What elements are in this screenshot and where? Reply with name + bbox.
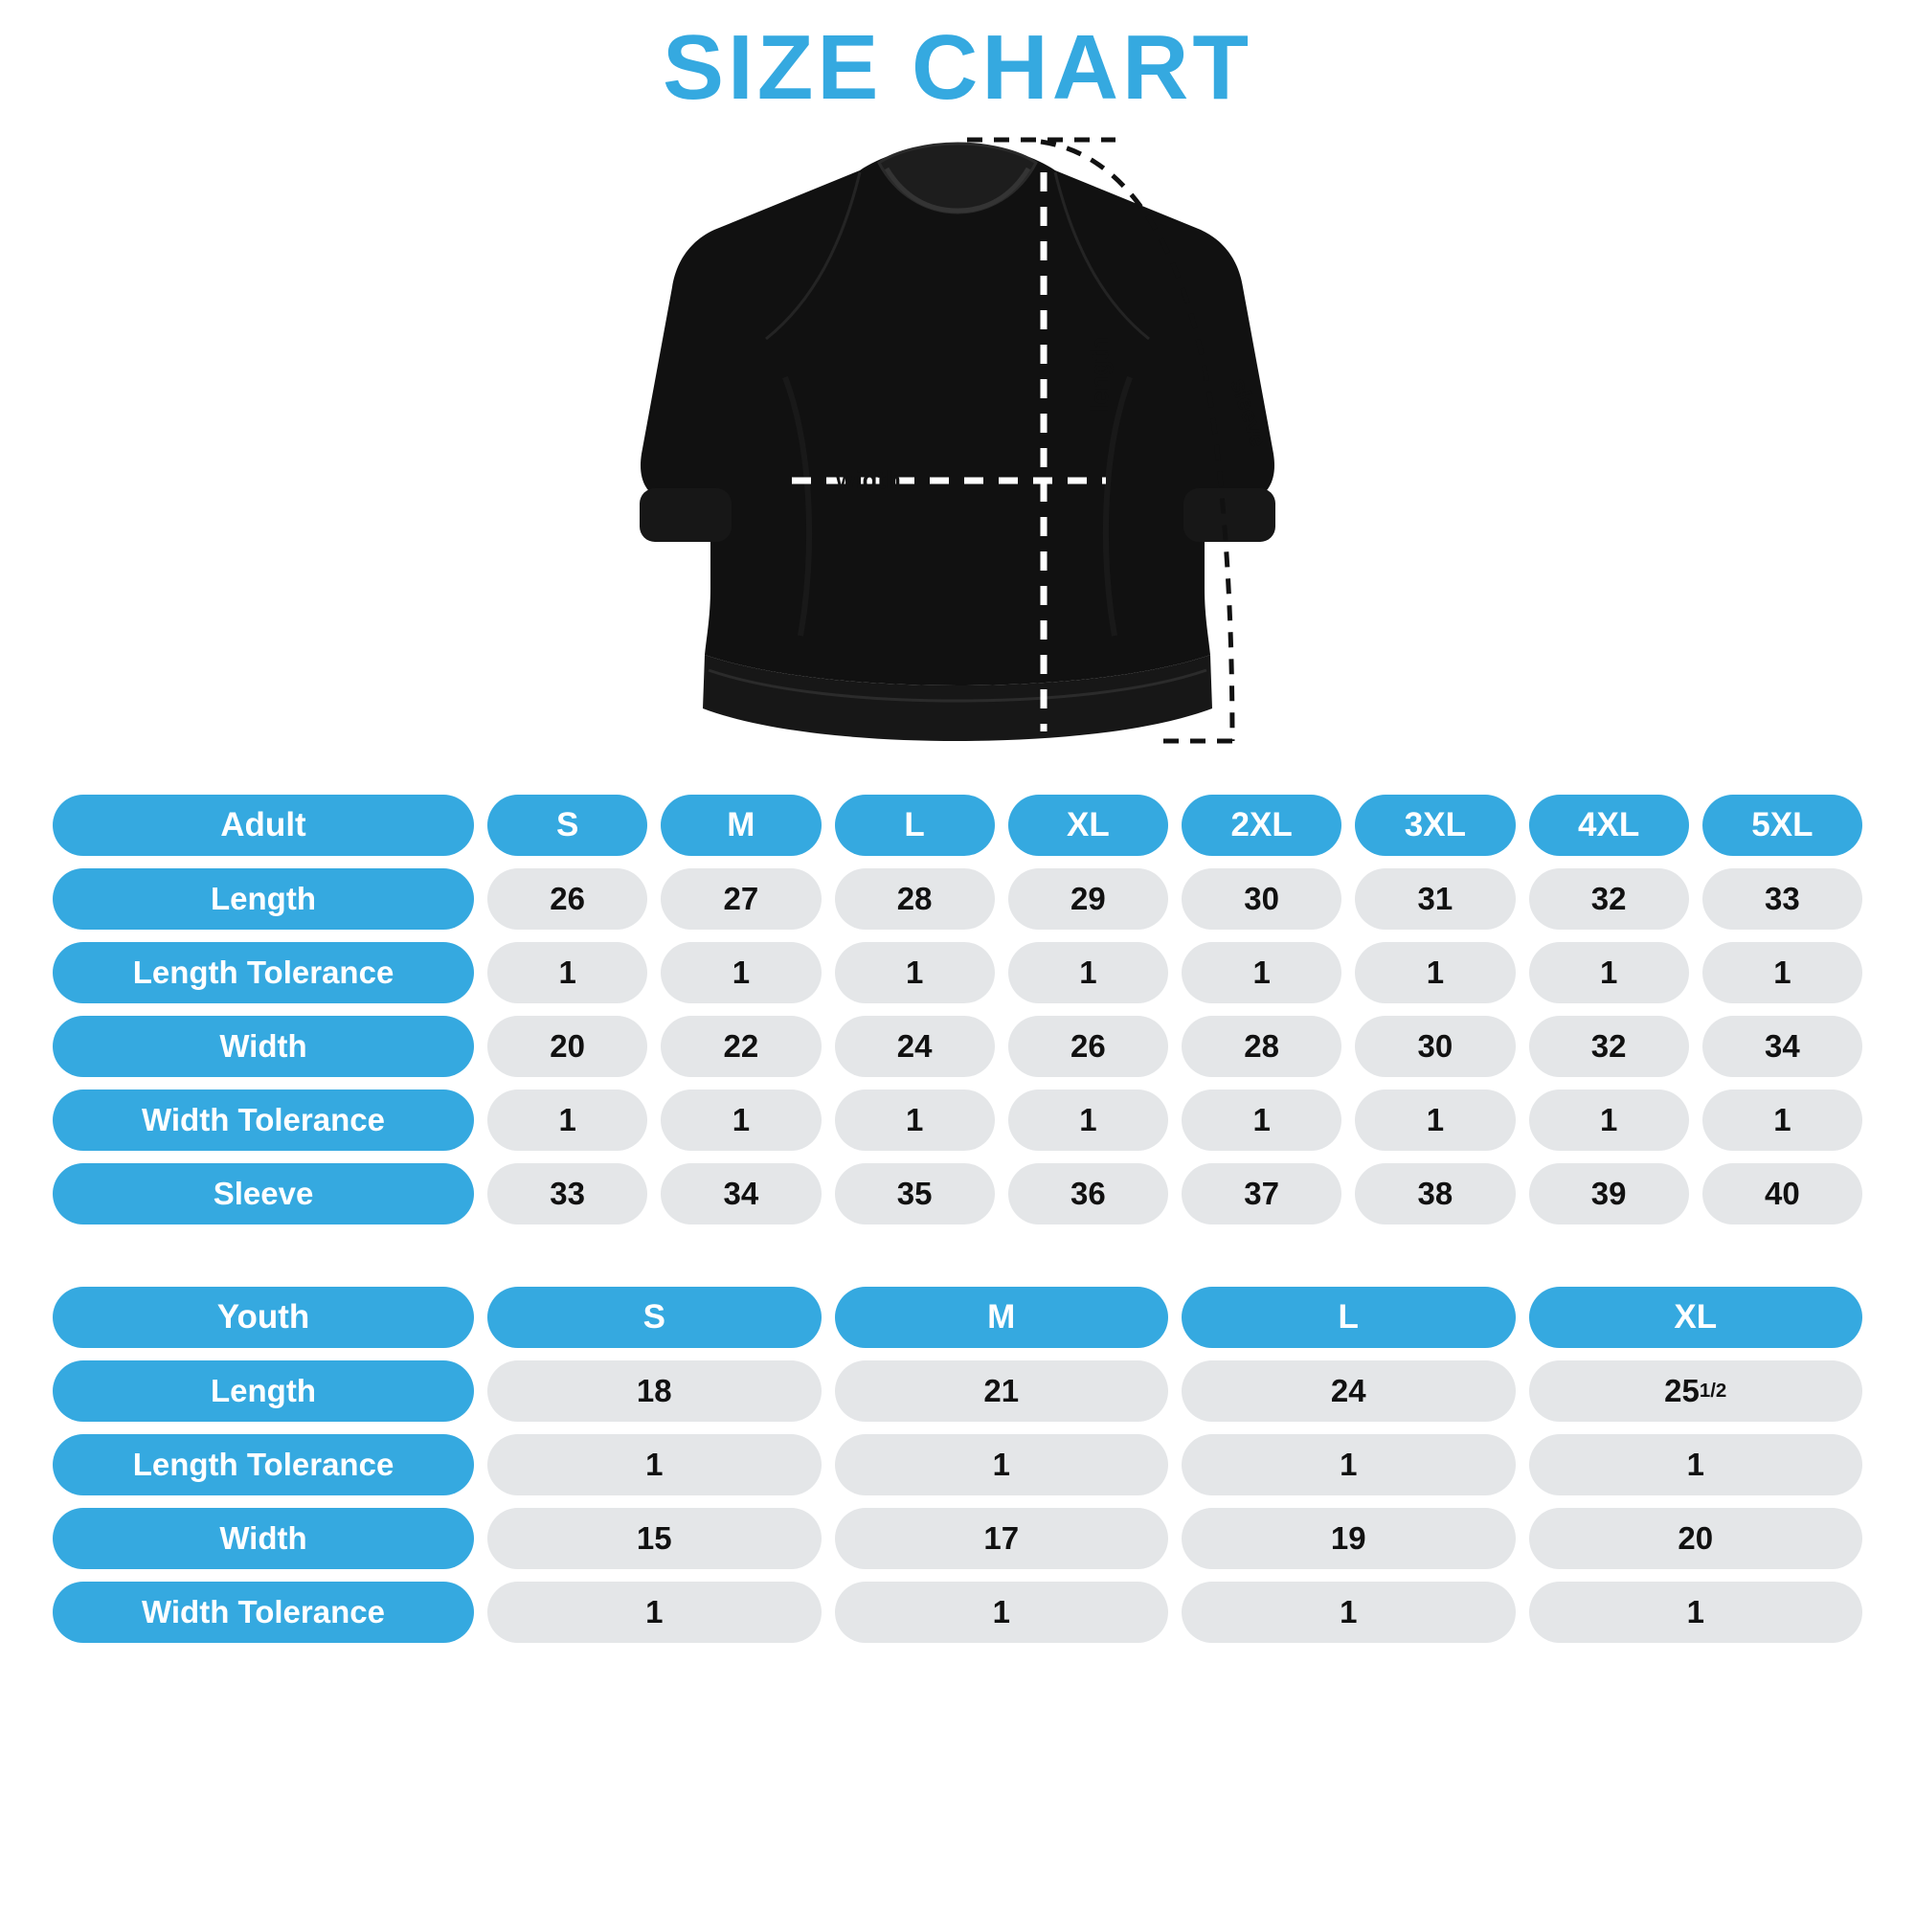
table-cell: 29	[1008, 868, 1168, 930]
table-cell: 1	[1008, 1090, 1168, 1151]
table-cell-fraction: 25 1/2	[1529, 1360, 1863, 1422]
table-cell: 21	[835, 1360, 1169, 1422]
table-row	[53, 1090, 1862, 1151]
table-cell: 28	[835, 868, 995, 930]
table-row	[53, 795, 1862, 856]
table-cell: 34	[661, 1163, 821, 1224]
row-label: Length	[53, 1360, 474, 1422]
table-cell: 1	[1008, 942, 1168, 1003]
size-chart-page	[0, 17, 1915, 1932]
table-spacer	[53, 1237, 1862, 1281]
row-label: Length	[53, 868, 474, 930]
table-cell: 1	[487, 1090, 647, 1151]
row-label: Length Tolerance	[53, 1434, 474, 1495]
table-cell: 1	[1182, 942, 1341, 1003]
table-cell: 32	[1529, 1016, 1689, 1077]
table-cell: 1	[1355, 1090, 1515, 1151]
column-header: XL	[1529, 1287, 1863, 1348]
table-row	[53, 1163, 1862, 1224]
row-label: Width	[53, 1016, 474, 1077]
table-cell: 1	[835, 942, 995, 1003]
row-label: Width Tolerance	[53, 1582, 474, 1643]
row-label: Length Tolerance	[53, 942, 474, 1003]
table-cell: 15	[487, 1508, 822, 1569]
adult-table-title: Adult	[53, 795, 474, 856]
table-cell: 33	[487, 1163, 647, 1224]
youth-table-title: Youth	[53, 1287, 474, 1348]
column-header: L	[835, 795, 995, 856]
table-cell: 24	[835, 1016, 995, 1077]
table-cell: 1	[1355, 942, 1515, 1003]
column-header: S	[487, 795, 647, 856]
table-row	[53, 1287, 1862, 1348]
table-cell: 39	[1529, 1163, 1689, 1224]
row-label: Sleeve	[53, 1163, 474, 1224]
label-length: length	[1085, 336, 1114, 412]
table-cell: 17	[835, 1508, 1169, 1569]
column-header: 4XL	[1529, 795, 1689, 856]
column-header: 3XL	[1355, 795, 1515, 856]
row-label: Width Tolerance	[53, 1090, 474, 1151]
column-header: S	[487, 1287, 822, 1348]
label-sleeve: sleeve	[1225, 374, 1272, 450]
table-cell: 1	[661, 942, 821, 1003]
table-cell: 1	[661, 1090, 821, 1151]
table-cell: 1	[835, 1434, 1169, 1495]
youth-size-table	[53, 1287, 1862, 1643]
table-cell: 1	[1529, 1582, 1863, 1643]
column-header: L	[1182, 1287, 1516, 1348]
measurement-guides	[53, 119, 1862, 789]
table-cell: 30	[1182, 868, 1341, 930]
garment-illustration	[53, 119, 1862, 789]
table-cell: 36	[1008, 1163, 1168, 1224]
table-row	[53, 1508, 1862, 1569]
table-cell: 28	[1182, 1016, 1341, 1077]
table-cell: 24	[1182, 1360, 1516, 1422]
table-cell: 20	[1529, 1508, 1863, 1569]
table-cell: 33	[1702, 868, 1862, 930]
table-row	[53, 1016, 1862, 1077]
table-cell: 22	[661, 1016, 821, 1077]
table-cell: 1	[1702, 942, 1862, 1003]
page-title: SIZE CHART	[663, 16, 1252, 119]
label-width: width	[836, 464, 901, 494]
table-row	[53, 1582, 1862, 1643]
table-cell: 18	[487, 1360, 822, 1422]
table-cell: 30	[1355, 1016, 1515, 1077]
table-cell: 1	[835, 1090, 995, 1151]
table-cell: 35	[835, 1163, 995, 1224]
table-cell: 31	[1355, 868, 1515, 930]
table-cell: 1	[1529, 942, 1689, 1003]
table-cell: 1	[1529, 1090, 1689, 1151]
table-cell: 1	[487, 942, 647, 1003]
table-cell: 26	[1008, 1016, 1168, 1077]
table-cell: 1	[835, 1582, 1169, 1643]
table-row	[53, 868, 1862, 930]
table-cell: 19	[1182, 1508, 1516, 1569]
table-row	[53, 1434, 1862, 1495]
column-header: 5XL	[1702, 795, 1862, 856]
adult-size-table	[53, 795, 1862, 1224]
table-cell: 1	[1182, 1582, 1516, 1643]
table-cell: 1	[1182, 1090, 1341, 1151]
table-cell: 1	[1182, 1434, 1516, 1495]
table-cell: 37	[1182, 1163, 1341, 1224]
column-header: M	[835, 1287, 1169, 1348]
column-header: XL	[1008, 795, 1168, 856]
table-cell: 27	[661, 868, 821, 930]
table-cell: 1	[487, 1582, 822, 1643]
row-label: Width	[53, 1508, 474, 1569]
table-cell: 40	[1702, 1163, 1862, 1224]
table-cell: 32	[1529, 868, 1689, 930]
table-cell: 1	[1529, 1434, 1863, 1495]
column-header: M	[661, 795, 821, 856]
table-cell: 34	[1702, 1016, 1862, 1077]
table-cell: 38	[1355, 1163, 1515, 1224]
table-cell: 1	[1702, 1090, 1862, 1151]
table-cell: 20	[487, 1016, 647, 1077]
table-row	[53, 1360, 1862, 1422]
column-header: 2XL	[1182, 795, 1341, 856]
table-cell: 26	[487, 868, 647, 930]
table-row	[53, 942, 1862, 1003]
table-cell: 1	[487, 1434, 822, 1495]
